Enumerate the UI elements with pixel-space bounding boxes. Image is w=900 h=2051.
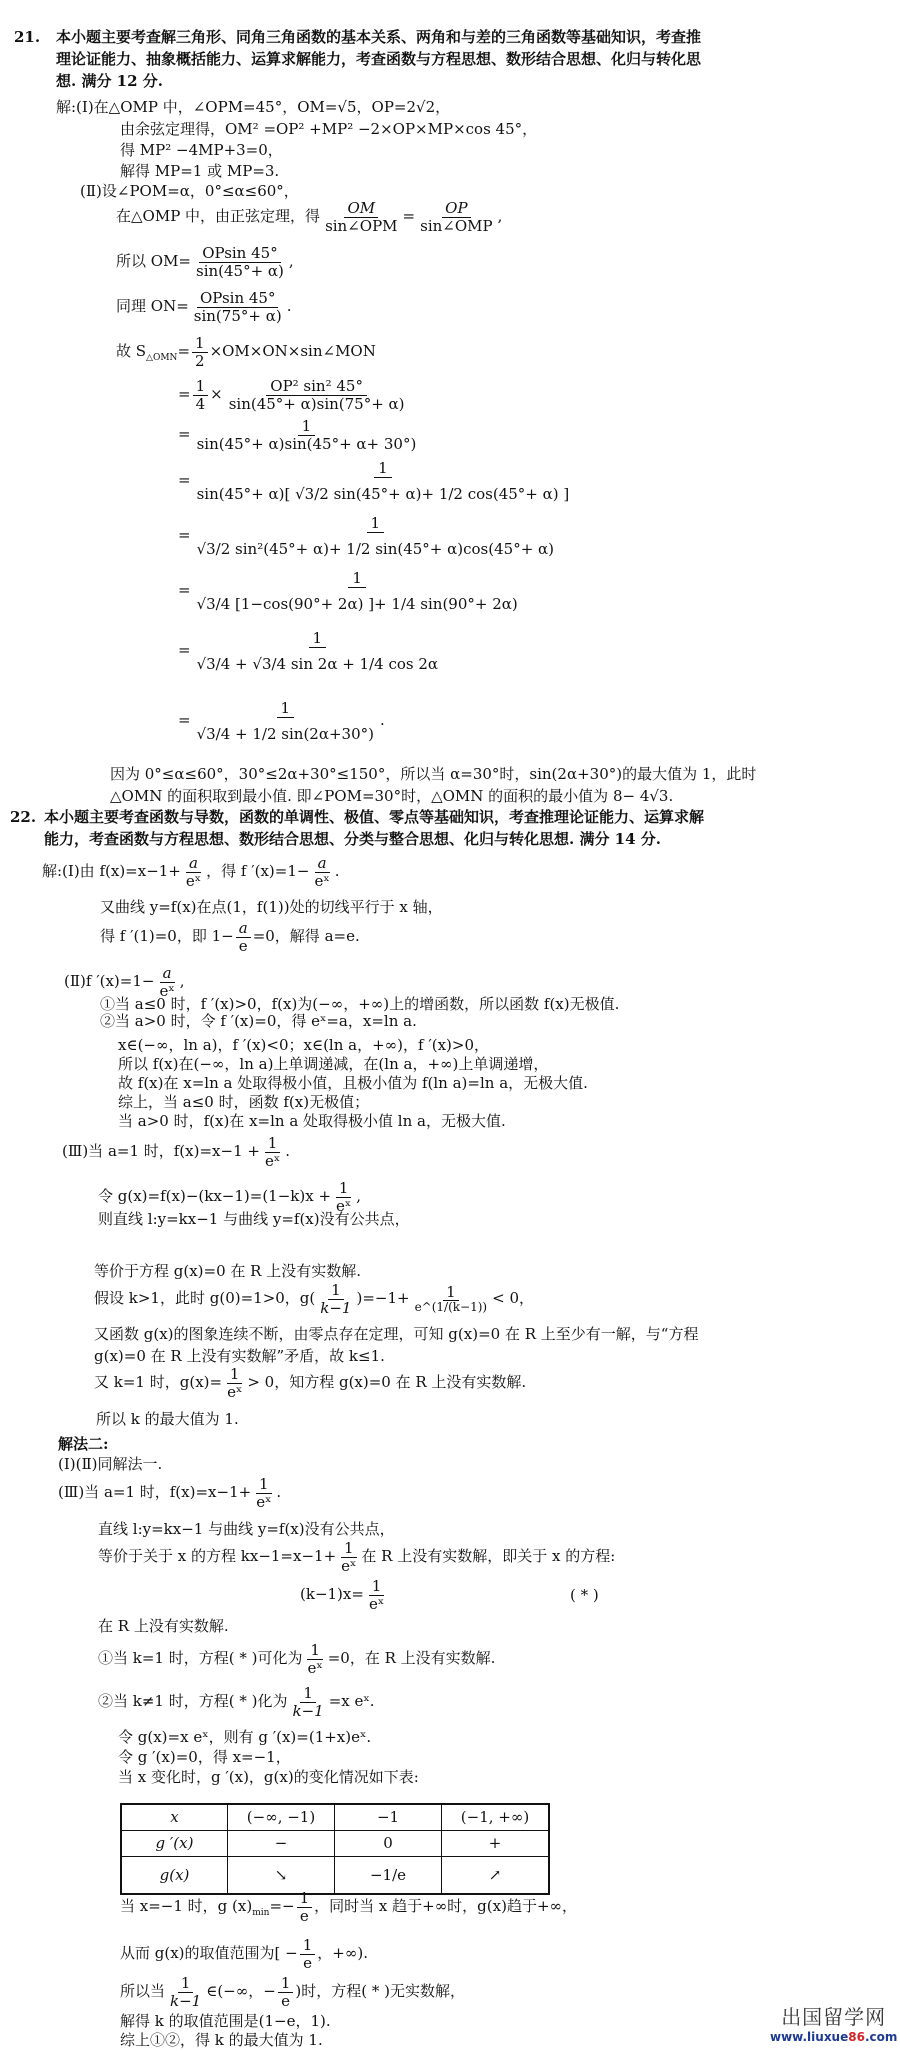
method-2-g-line-1: 令 g(x)=x eˣ，则有 g ′(x)=(1+x)eˣ.	[118, 1728, 372, 1746]
q22-part3-max: 所以 k 的最大值为 1.	[96, 1410, 239, 1428]
q21-step-2: = $\frac{1}{\sin(45^\circ+ \alpha)\sin(45^\circ+ \alpha+ 30^\circ)}$	[178, 417, 417, 453]
method-2-line-1: 直线 l:y=kx−1 与曲线 y=f(x)没有公共点，	[98, 1520, 395, 1538]
method-2-k-range: 解得 k 的取值范围是(1−e，1).	[120, 2012, 331, 2030]
q22-part2-case-1: ①当 a≤0 时，f ′(x)>0，f(x)为(−∞，+∞)上的增函数，所以函数 f(x)无极值.	[100, 995, 620, 1013]
method-2-noreal: 在 R 上没有实数解.	[98, 1617, 229, 1635]
q21-om-line: 所以 OM= $\frac{OPsin 45^\circ}{\sin(45^\circ+ \alpha)}$ ,	[116, 244, 294, 280]
q22-part2-line-3: x∈(−∞，ln a)，f ′(x)<0；x∈(ln a，+∞)，f ′(x)>0，	[118, 1036, 490, 1054]
watermark-logo: 出国留学网 www.liuxue86.com	[770, 2005, 898, 2044]
q21-intro-line-2: 理论证能力、抽象概括能力、运算求解能力，考查函数与方程思想、数形结合思想、化归与转化思	[56, 50, 702, 68]
q21-conclusion-1: 因为 0°≤α≤60°，30°≤2α+30°≤150°，所以当 α=30°时，sin(2α+30°)的最大值为 1，此时	[110, 765, 757, 783]
q22-part2-heading: (Ⅱ)f ′(x)=1− $\frac{a}{\text{eˣ}}$ ,	[64, 964, 185, 1000]
increasing-arrow-icon: ↗	[442, 1857, 550, 1895]
method-2-so: 所以当 $\frac{1}{k-1}$ ∈(−∞，− $\frac{1}{e}$ )时，方程( * )无实数解，	[120, 1974, 465, 2010]
method-2-range: 从而 g(x)的取值范围为[ − $\frac{1}{e}$ ，+∞).	[120, 1936, 368, 1972]
q21-on-line: 同理 ON= $\frac{OPsin 45^\circ}{\sin(75^\circ+ \alpha)}$ .	[116, 289, 292, 325]
q21-intro-line-3: 想. 满分 12 分.	[56, 72, 163, 90]
method-2-title: 解法二:	[58, 1435, 109, 1453]
q21-area-line: 故 $S_{\triangle OMN}=$ $\frac{1}{2}$ ×OM×ON×sin∠MON	[116, 334, 376, 370]
method-2-g-line-3: 当 x 变化时，g ′(x)，g(x)的变化情况如下表:	[118, 1768, 419, 1786]
decreasing-arrow-icon: ↘	[228, 1857, 335, 1895]
method-2-g-line-2: 令 g ′(x)=0，得 x=−1，	[118, 1748, 291, 1766]
q22-part3-g-def: 令 g(x)=f(x)−(kx−1)=(1−k)x + $\frac{1}{\text{eˣ}}$ ,	[98, 1179, 362, 1215]
q21-step-1: = $\frac{1}{4}$ × $\frac{\text{OP² sin² 45°}}{\sin(45^\circ+ \alpha)\sin(75^\circ+ \alpha)}$	[178, 377, 405, 413]
q22-part1-line-2: 又曲线 y=f(x)在点(1，f(1))处的切线平行于 x 轴，	[100, 898, 443, 916]
q22-part2-line-5: 故 f(x)在 x=ln a 处取得极小值，且极小值为 f(ln a)=ln a，无极大值.	[118, 1074, 588, 1092]
variation-table	[120, 1803, 550, 1895]
question-number-21: 21.	[14, 28, 41, 46]
table-row: x (−∞, −1) −1 (−1, +∞)	[121, 1804, 549, 1831]
q21-sine-law: 在△OMP 中，由正弦定理，得 $\frac{OM}{\text{sin∠OPM}}$ = $\frac{OP}{\text{sin∠OMP}}$ ,	[116, 199, 503, 235]
q22-part1-line-1: 解:(Ⅰ)由 f(x)=x−1+ $\frac{a}{\text{eˣ}}$ ，得 f ′(x)=1− $\frac{a}{\text{eˣ}}$ .	[42, 854, 340, 890]
q22-part2-case-2: ②当 a>0 时，令 f ′(x)=0，得 eˣ=a，x=ln a.	[100, 1012, 417, 1030]
q21-step-4: = $\frac{1}{\text{√3/2 sin²(45°+ α)+ 1/2 sin(45°+ α)cos(45°+ α)}}$	[178, 514, 555, 558]
table-row: g(x) ↘ −1/e ↗	[121, 1857, 549, 1895]
q21-step-6: = $\frac{1}{√3/4 + √3/4 \sin 2\alpha + 1/4 \cos 2\alpha}$	[178, 629, 439, 673]
q21-part2-heading: (Ⅱ)设∠POM=α，0°≤α≤60°，	[80, 182, 299, 200]
method-2-same: (Ⅰ)(Ⅱ)同解法一.	[58, 1455, 163, 1473]
fraction: $\frac{OP}{\text{sin∠OMP}}$	[420, 199, 493, 235]
method-2-part3-heading: (Ⅲ)当 a=1 时，f(x)=x−1+ $\frac{1}{\text{eˣ}}$ .	[58, 1475, 282, 1511]
q21-step-7: = $\frac{1}{√3/4 + 1/2 \sin(2\alpha+30^\circ)}$ .	[178, 699, 385, 743]
method-2-min: 当 x=−1 时，g $(x)_{min}=-$ $\frac{1}{e}$ ，同时当 x 趋于+∞时，g(x)趋于+∞，	[120, 1889, 578, 1925]
question-number-22: 22.	[10, 808, 37, 826]
q21-part1-line-3: 得 MP² −4MP+3=0，	[120, 141, 283, 159]
q22-intro-line-1: 本小题主要考查函数与导数，函数的单调性、极值、零点等基础知识，考查推理论证能力、运算求解	[44, 808, 705, 826]
method-2-line-2: 等价于关于 x 的方程 kx−1=x−1+ $\frac{1}{\text{eˣ}}$ 在 R 上没有实数解，即关于 x 的方程:	[98, 1539, 616, 1575]
q21-part1-line-4: 解得 MP=1 或 MP=3.	[120, 162, 280, 180]
q21-step-3: = $\frac{1}{\sin(45^\circ+ \alpha)[ √3/2 \sin(45^\circ+ \alpha)+ 1/2 \cos(45^\circ+ \alpha) ]}$	[178, 459, 570, 503]
method-2-case-1: ①当 k=1 时，方程( * )可化为 $\frac{1}{\text{eˣ}}$ =0，在 R 上没有实数解.	[98, 1641, 496, 1677]
q21-intro-line-1: 本小题主要考查解三角形、同角三角函数的基本关系、两角和与差的三角函数等基础知识，考查推	[56, 28, 702, 46]
q21-part1-line-2: 由余弦定理得，OM² =OP² +MP² −2×OP×MP×cos 45°，	[120, 120, 538, 138]
q22-part3-k1: 又 k=1 时，g(x)= $\frac{1}{\text{eˣ}}$ > 0，知方程 g(x)=0 在 R 上没有实数解.	[94, 1365, 527, 1401]
q22-part2-line-4: 所以 f(x)在(−∞，ln a)上单调递减，在(ln a，+∞)上单调递增，	[118, 1055, 549, 1073]
q21-conclusion-2: △OMN 的面积取到最小值. 即∠POM=30°时，△OMN 的面积的最小值为 8− 4√3.	[110, 787, 674, 805]
method-2-star-equation: (k−1)x= $\frac{1}{\text{eˣ}}$	[300, 1577, 385, 1613]
q22-part3-assume: 假设 k>1，此时 g(0)=1>0，g( $\frac{1}{k-1}$ )=−1+ $\frac{1}{e\^{}(1/(k-1))}$ < 0，	[94, 1281, 534, 1317]
q21-step-5: = $\frac{1}{√3/4 [1-\cos(90^\circ+ 2\alpha) ]+ 1/4 \sin(90^\circ+ 2\alpha)}$	[178, 569, 518, 613]
sine-law-prefix: 在△OMP 中，由正弦定理，得	[116, 207, 321, 225]
q22-part2-line-7: 当 a>0 时，f(x)在 x=ln a 处取得极小值 ln a，无极大值.	[118, 1112, 506, 1130]
q22-part3-cont-2: g(x)=0 在 R 上没有实数解”矛盾，故 k≤1.	[94, 1347, 385, 1365]
method-2-case-2: ②当 k≠1 时，方程( * )化为 $\frac{1}{k-1}$ =x eˣ.	[98, 1684, 375, 1720]
q22-intro-line-2: 能力，考查函数与方程思想、数形结合思想、分类与整合思想、化归与转化思想. 满分 14 分.	[44, 830, 661, 848]
q22-part2-line-6: 综上，当 a≤0 时，函数 f(x)无极值；	[118, 1093, 370, 1111]
q21-part1-line-1: 解:(Ⅰ)在△OMP 中，∠OPM=45°，OM=√5，OP=2√2，	[56, 98, 451, 116]
equation-tag: ( * )	[570, 1586, 599, 1604]
fraction: $\frac{OM}{\text{sin∠OPM}}$	[325, 199, 398, 235]
method-2-final: 综上①②，得 k 的最大值为 1.	[120, 2031, 323, 2049]
table-row: g ′(x) − 0 +	[121, 1831, 549, 1857]
q22-part3-line-l: 则直线 l:y=kx−1 与曲线 y=f(x)没有公共点，	[98, 1210, 410, 1228]
q22-part3-heading: (Ⅲ)当 a=1 时，f(x)=x−1 + $\frac{1}{\text{eˣ}}$ .	[62, 1134, 290, 1170]
q22-part3-equiv: 等价于方程 g(x)=0 在 R 上没有实数解.	[94, 1262, 362, 1280]
q22-part1-line-3: 得 f ′(1)=0，即 1− $\frac{a}{e}$ =0，解得 a=e.	[100, 919, 360, 955]
q22-part3-cont-1: 又函数 g(x)的图象连续不断，由零点存在定理，可知 g(x)=0 在 R 上至少有一解，与“方程	[94, 1325, 699, 1343]
